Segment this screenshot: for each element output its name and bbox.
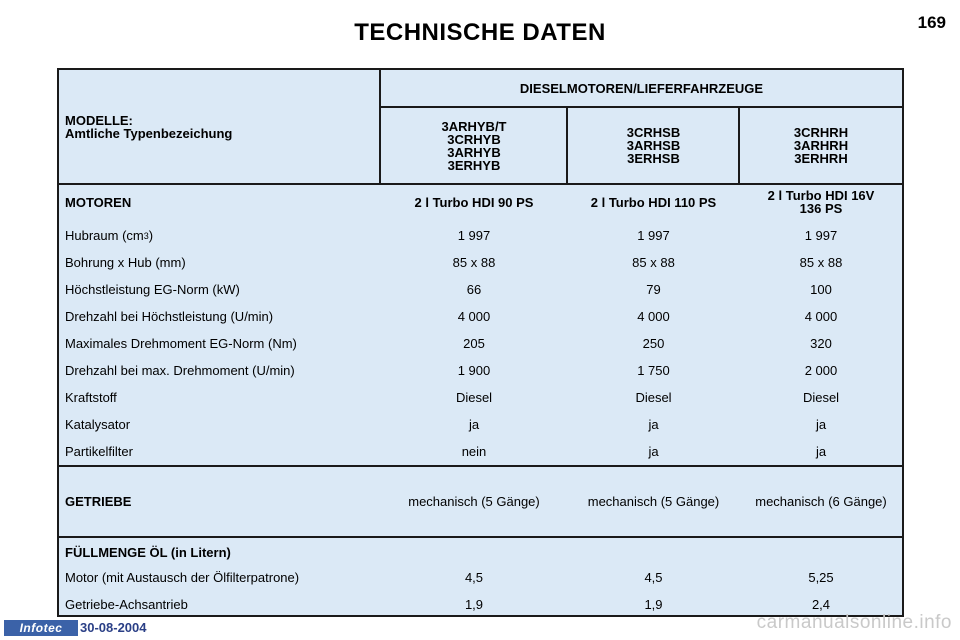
page-number: 169	[917, 13, 946, 32]
row-label-end: )	[148, 228, 154, 243]
getriebe-value-3: mechanisch (6 Gänge)	[755, 494, 887, 509]
models-sublabel: Amtliche Typenbezeichung	[65, 125, 233, 141]
row-value: 79	[646, 282, 661, 297]
row-value: 1 997	[457, 228, 491, 243]
row-label: Katalysator	[65, 417, 131, 432]
divider	[379, 70, 381, 183]
row-value: Diesel	[635, 390, 672, 405]
type-code: 3ARHSB	[626, 138, 681, 153]
oil-title: FÜLLMENGE ÖL (in Litern)	[65, 544, 231, 560]
row-label: Bohrung x Hub (mm)	[65, 255, 186, 270]
row-value: 1 997	[804, 228, 838, 243]
table-row	[59, 249, 902, 276]
row-value: 250	[642, 336, 665, 351]
row-label: Höchstleistung EG-Norm (kW)	[65, 282, 240, 297]
row-label: Partikelfilter	[65, 444, 133, 459]
row-value: ja	[648, 444, 659, 459]
row-label: Motor (mit Austausch der Ölfilterpatrone)	[65, 570, 300, 585]
motoren-label: MOTOREN	[65, 194, 132, 210]
type-code: 3ARHYB	[447, 144, 501, 160]
row-label	[59, 222, 381, 249]
table-row	[59, 357, 902, 384]
type-code: 3CRHSB	[626, 125, 681, 140]
type-codes-col-1	[381, 108, 567, 183]
watermark: carmanualsonline.info	[756, 612, 952, 633]
row-value: 4 000	[804, 309, 838, 324]
row-label: Maximales Drehmoment EG-Norm (Nm)	[65, 336, 297, 351]
table-row	[59, 330, 902, 357]
divider	[59, 465, 902, 467]
table-row	[59, 276, 902, 303]
getriebe-row	[59, 467, 902, 536]
row-value: 2 000	[804, 363, 838, 378]
motoren-value-3-line-1: 2 l Turbo HDI 16V	[767, 188, 875, 203]
table-row	[59, 222, 902, 249]
type-codes-col-2	[567, 108, 740, 183]
table-row	[59, 384, 902, 411]
type-codes-col-3	[740, 108, 902, 183]
row-label: Kraftstoff	[65, 390, 117, 405]
infotec-logo: Infotec	[4, 620, 78, 636]
row-value: Diesel	[802, 390, 840, 405]
row-value: 85 x 88	[632, 255, 675, 270]
row-value: 2,4	[811, 596, 831, 612]
table-row	[59, 411, 902, 438]
type-code: 3ERHYB	[447, 157, 501, 173]
row-value: ja	[815, 417, 827, 432]
getriebe-value-2: mechanisch (5 Gänge)	[587, 494, 720, 509]
motoren-row	[59, 185, 902, 219]
motoren-value-2: 2 l Turbo HDI 110 PS	[590, 194, 717, 210]
divider	[59, 183, 902, 185]
row-value: 66	[466, 282, 482, 297]
row-value: ja	[815, 444, 827, 459]
getriebe-label: GETRIEBE	[65, 494, 132, 509]
group-title: DIESELMOTOREN/LIEFERFAHRZEUGE	[519, 80, 764, 96]
table-row	[59, 438, 902, 465]
motoren-value-3-line-2: 136 PS	[799, 201, 843, 216]
type-code: 3ERHSB	[627, 151, 680, 166]
type-code: 3CRHYB	[447, 131, 501, 147]
row-label: Getriebe-Achsantrieb	[65, 596, 188, 612]
row-value: 5,25	[808, 570, 834, 585]
getriebe-value-1: mechanisch (5 Gänge)	[408, 494, 540, 509]
divider	[738, 106, 740, 183]
divider	[566, 106, 568, 183]
row-value: 85 x 88	[799, 255, 843, 270]
models-label: MODELLE:	[65, 112, 133, 128]
row-label: Drehzahl bei max. Drehmoment (U/min)	[65, 363, 295, 378]
row-value: 205	[463, 336, 485, 351]
row-value: ja	[648, 417, 659, 432]
row-value: nein	[461, 444, 487, 459]
footer-date: 30-08-2004	[80, 620, 147, 635]
row-value: 4 000	[457, 309, 491, 324]
type-code: 3ARHRH	[793, 138, 849, 153]
motoren-value-3	[740, 185, 902, 219]
row-label-sup: 3	[143, 230, 149, 241]
row-label-text: Hubraum (cm	[65, 228, 144, 243]
table-row	[59, 303, 902, 330]
row-value: 100	[810, 282, 832, 297]
row-value: ja	[468, 417, 480, 432]
divider	[379, 106, 902, 108]
row-value: 1 997	[637, 228, 670, 243]
row-value: 4,5	[644, 570, 663, 585]
type-code: 3ARHYB/T	[441, 118, 507, 134]
row-value: 1,9	[644, 596, 663, 612]
type-code: 3ERHRH	[794, 151, 848, 166]
row-value: 4 000	[637, 309, 670, 324]
row-value: 1 750	[637, 363, 670, 378]
row-value: 4,5	[464, 570, 484, 585]
row-label: Drehzahl bei Höchstleistung (U/min)	[65, 309, 274, 324]
divider	[59, 536, 902, 538]
row-value: 85 x 88	[452, 255, 496, 270]
technical-data-table	[57, 68, 904, 617]
type-code: 3CRHRH	[793, 125, 849, 140]
oil-title-row	[59, 538, 902, 566]
page-title: TECHNISCHE DATEN	[354, 19, 606, 46]
motoren-value-1: 2 l Turbo HDI 90 PS	[414, 194, 534, 210]
row-value: 320	[810, 336, 832, 351]
row-value: Diesel	[455, 390, 493, 405]
type-codes-row	[59, 108, 902, 183]
table-row	[59, 564, 902, 591]
row-value: 1 900	[457, 363, 491, 378]
row-value: 1,9	[464, 596, 484, 612]
